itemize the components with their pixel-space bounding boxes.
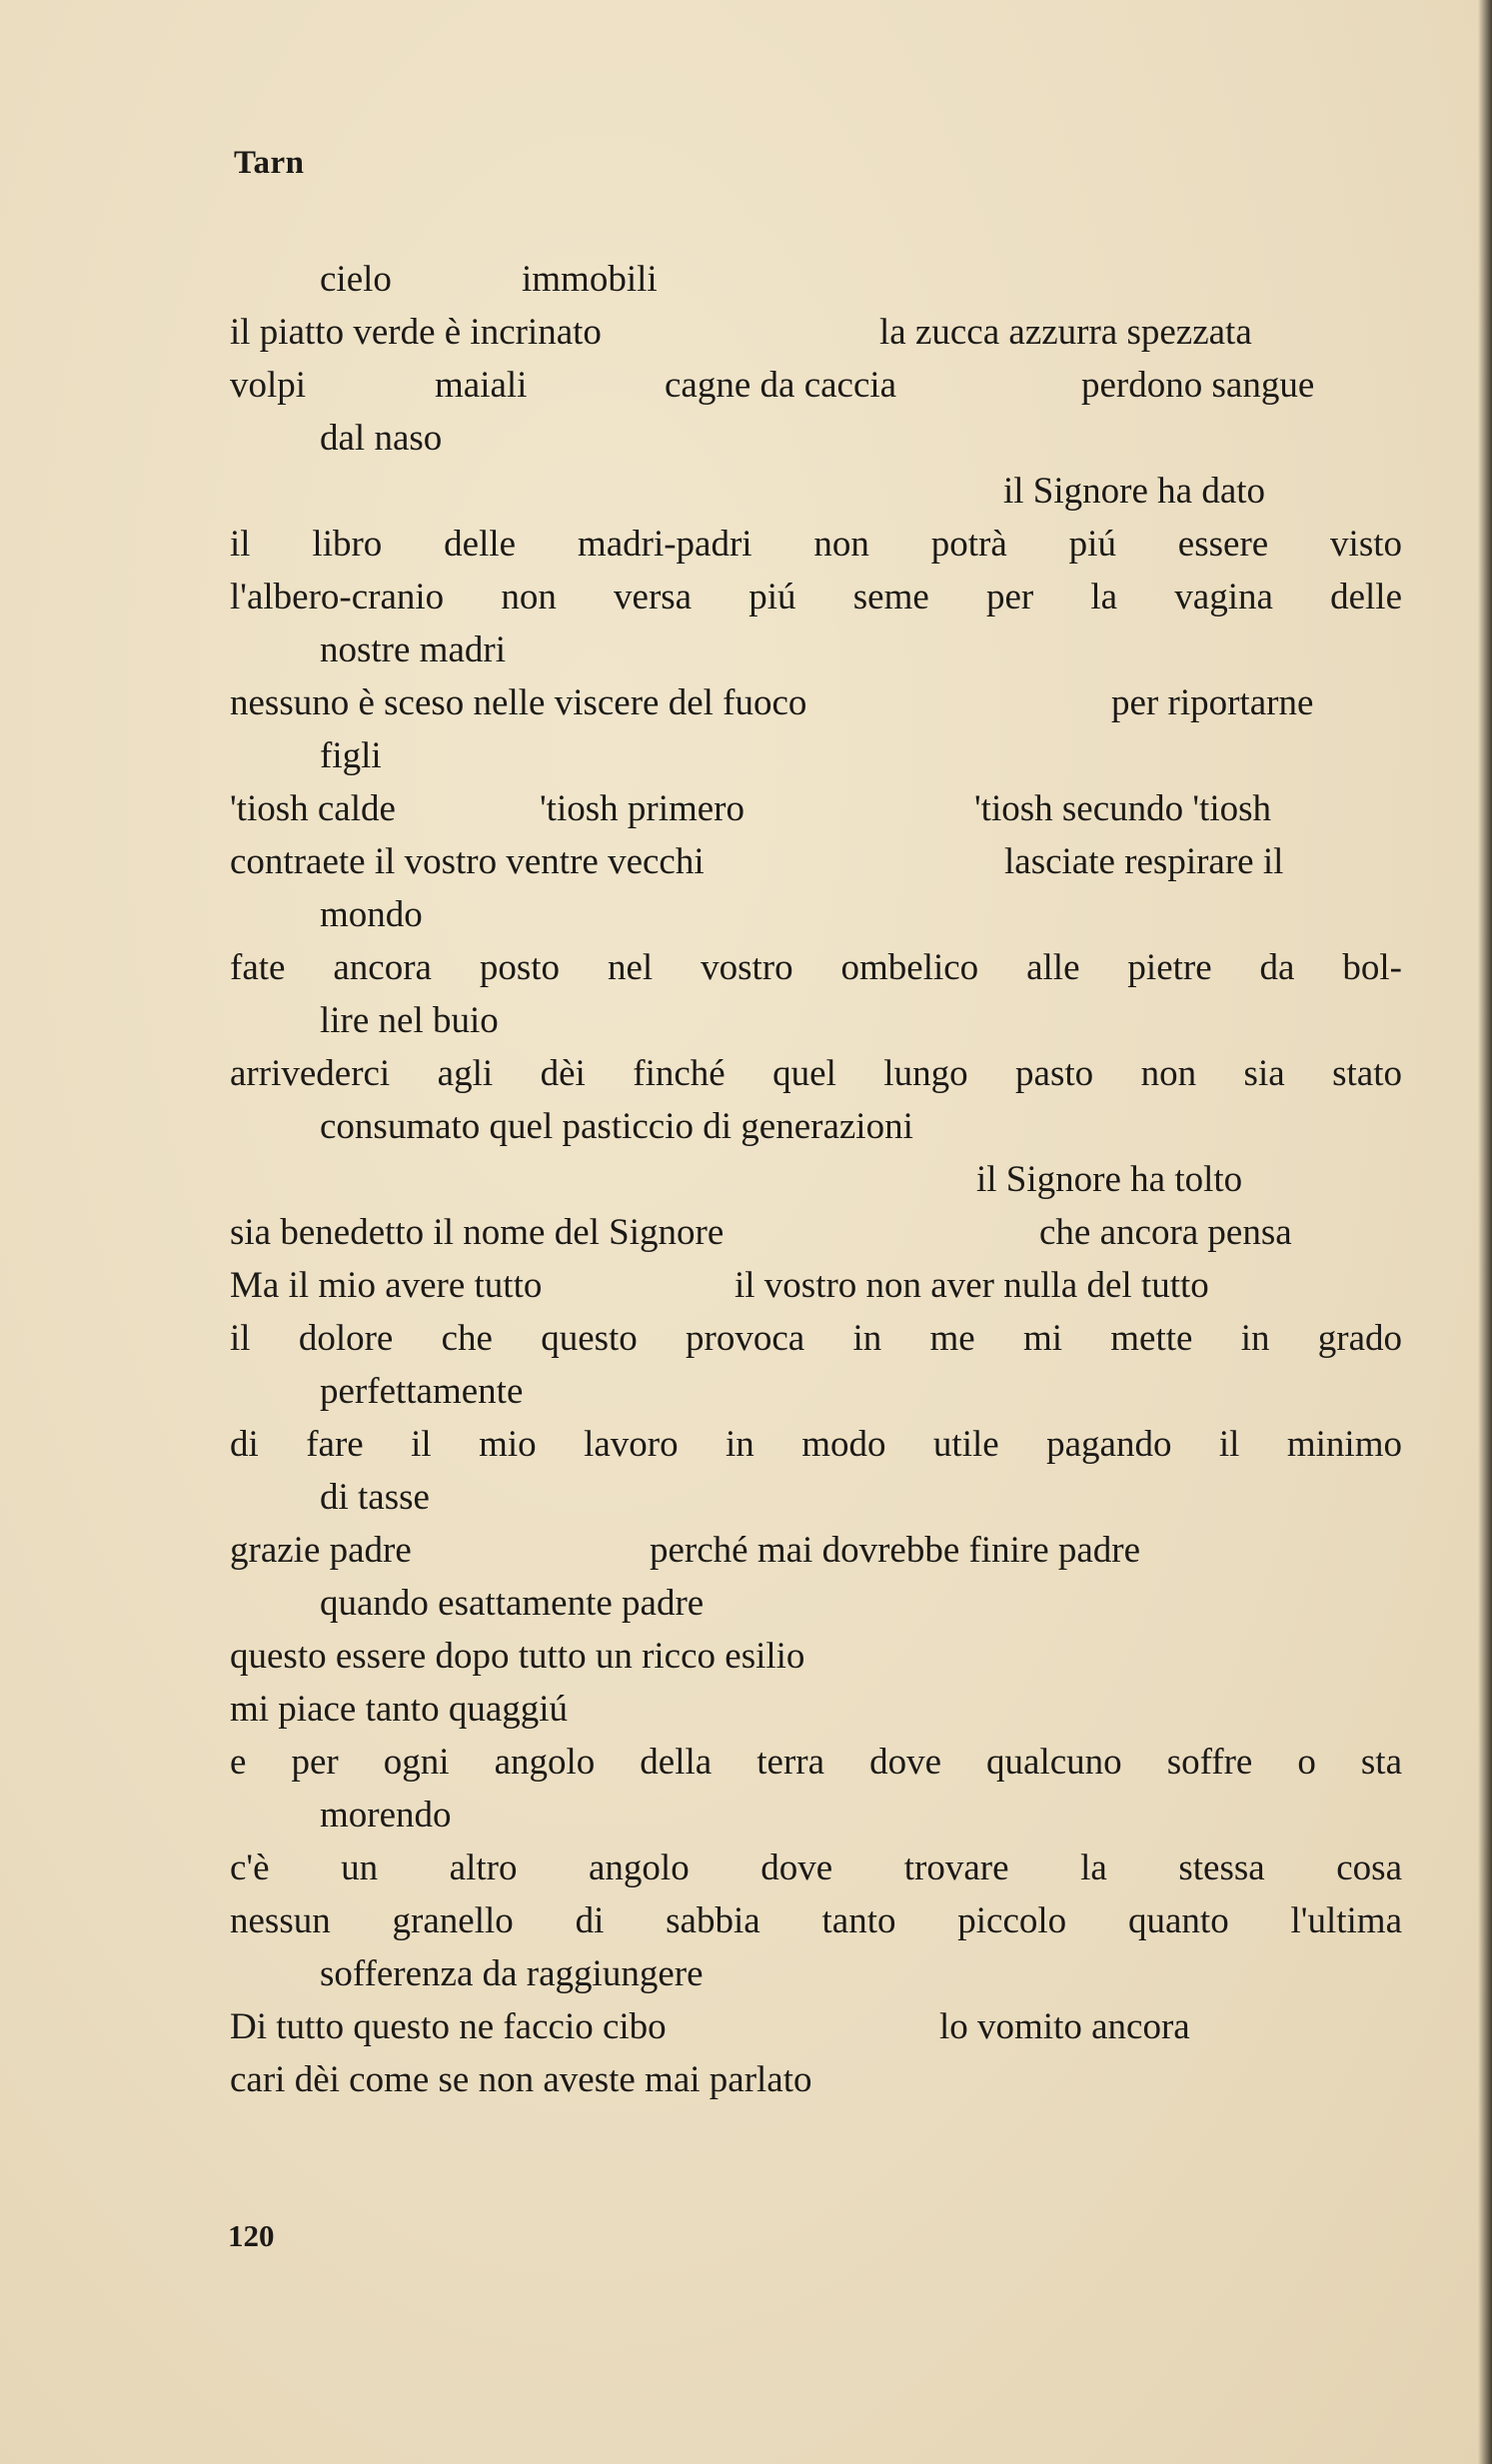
- poem-line: il dolore che questo provoca in me mi mette in grado: [230, 1318, 1402, 1359]
- poem-line: figli: [320, 735, 382, 776]
- poem-line: [230, 1153, 1402, 1206]
- poem-line: e per ogni angolo della terra dove qualcuno soffre o sta: [230, 1742, 1402, 1783]
- poem-segment: Di tutto questo ne faccio cibo: [230, 2006, 667, 2047]
- poem-segment: il vostro non aver nulla del tutto: [735, 1265, 1209, 1306]
- poem-line: nostre madri: [320, 629, 506, 670]
- poem-line: quando esattamente padre: [320, 1583, 705, 1624]
- poem-segment: che ancora pensa: [1039, 1212, 1292, 1253]
- poem-line: sofferenza da raggiungere: [320, 1953, 704, 1994]
- poem-segment: 'tiosh secundo 'tiosh: [974, 788, 1271, 829]
- poem-line: dal naso: [320, 418, 443, 459]
- poem-segment: la zucca azzurra spezzata: [879, 312, 1252, 353]
- poem-line: [230, 465, 1402, 518]
- poem-segment: 'tiosh primero: [540, 788, 745, 829]
- poem-line: [230, 1206, 1402, 1259]
- poem-segment: perché mai dovrebbe finire padre: [650, 1530, 1141, 1571]
- poem-text: [230, 253, 1402, 2106]
- poem-segment: grazie padre: [230, 1530, 412, 1571]
- running-head: Tarn: [234, 145, 305, 181]
- poem-line: [230, 2000, 1402, 2053]
- poem-line: nessun granello di sabbia tanto piccolo quanto l'ultima: [230, 1900, 1402, 1941]
- poem-segment: cielo: [320, 259, 392, 300]
- poem-segment: nessuno è sceso nelle viscere del fuoco: [230, 682, 807, 723]
- poem-segment: il Signore ha tolto: [976, 1159, 1243, 1200]
- page-number: 120: [228, 2218, 275, 2253]
- poem-line: lire nel buio: [320, 1000, 499, 1041]
- poem-segment: il Signore ha dato: [1003, 471, 1266, 512]
- poem-segment: per riportarne: [1111, 682, 1314, 723]
- poem-segment: 'tiosh calde: [230, 788, 396, 829]
- poem-line: [230, 306, 1402, 359]
- poem-line: consumato quel pasticcio di generazioni: [320, 1106, 913, 1147]
- poem-line: [230, 835, 1402, 888]
- poem-segment: contraete il vostro ventre vecchi: [230, 841, 705, 882]
- page-edge-shadow: [1478, 0, 1492, 2464]
- poem-line: mi piace tanto quaggiú: [230, 1689, 569, 1730]
- poem-line: il libro delle madri-padri non potrà piú essere visto: [230, 524, 1402, 565]
- poem-segment: volpi: [230, 365, 307, 406]
- poem-segment: Ma il mio avere tutto: [230, 1265, 543, 1306]
- poem-line: cari dèi come se non aveste mai parlato: [230, 2059, 812, 2100]
- poem-line: di tasse: [320, 1477, 430, 1518]
- poem-line: questo essere dopo tutto un ricco esilio: [230, 1636, 805, 1677]
- poem-segment: il piatto verde è incrinato: [230, 312, 602, 353]
- poem-line: l'albero-cranio non versa piú seme per la vagina delle: [230, 577, 1402, 617]
- poem-segment: lo vomito ancora: [939, 2006, 1190, 2047]
- poem-segment: maiali: [435, 365, 528, 406]
- poem-line: morendo: [320, 1795, 452, 1836]
- poem-line: perfettamente: [320, 1371, 524, 1412]
- poem-segment: immobili: [522, 259, 658, 300]
- poem-line: [230, 1524, 1402, 1577]
- poem-line: [230, 253, 1402, 306]
- poem-line: fate ancora posto nel vostro ombelico alle pietre da bol-: [230, 947, 1402, 988]
- poem-segment: lasciate respirare il: [1004, 841, 1284, 882]
- poem-line: [230, 676, 1402, 729]
- poem-line: [230, 1259, 1402, 1312]
- poem-line: di fare il mio lavoro in modo utile pagando il minimo: [230, 1424, 1402, 1465]
- poem-line: mondo: [320, 894, 423, 935]
- poem-line: [230, 782, 1402, 835]
- poem-segment: perdono sangue: [1081, 365, 1315, 406]
- poem-segment: sia benedetto il nome del Signore: [230, 1212, 725, 1253]
- poem-line: c'è un altro angolo dove trovare la stessa cosa: [230, 1848, 1402, 1888]
- poem-line: arrivederci agli dèi finché quel lungo pasto non sia stato: [230, 1053, 1402, 1094]
- poem-line: [230, 359, 1402, 412]
- poem-segment: cagne da caccia: [665, 365, 897, 406]
